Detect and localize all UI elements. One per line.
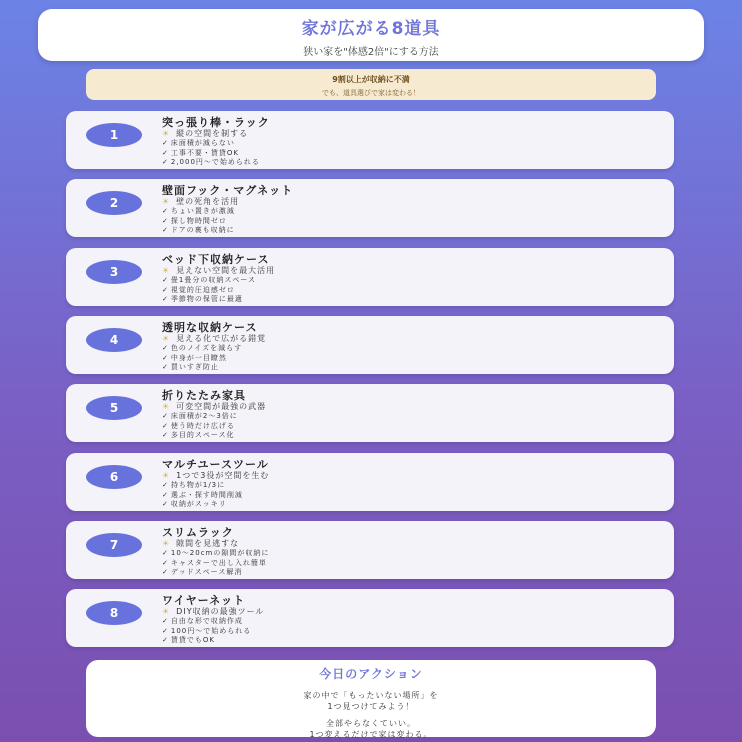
tool-card xyxy=(66,248,674,306)
benefit-text: ドアの裏も収納に xyxy=(170,226,235,234)
tool-card xyxy=(66,316,674,374)
check-icon: ✓ xyxy=(162,363,169,371)
list-item xyxy=(162,627,251,637)
tool-card xyxy=(66,384,674,442)
benefit-text: 視覚的圧迫感ゼロ xyxy=(170,285,235,294)
benefit-text: キャスターで出し入れ簡単 xyxy=(170,558,267,567)
benefit-text: 使う時だけ広げる xyxy=(170,421,235,430)
tool-tip-text: 縦の空間を制する xyxy=(176,129,249,138)
benefit-text: 床面積が2〜3倍に xyxy=(170,412,238,420)
alert-line-2: でも、道具選びで家は変わる！ xyxy=(322,89,420,97)
tool-benefit-list xyxy=(162,207,235,236)
tool-card xyxy=(66,453,674,511)
tool-name: 透明な収納ケース xyxy=(162,321,258,334)
tool-benefit-list xyxy=(162,549,269,578)
list-item xyxy=(162,207,235,217)
benefit-text: 選ぶ・探す時間削減 xyxy=(170,490,243,499)
list-item xyxy=(162,217,235,227)
benefit-text: 賃貸でもOK xyxy=(170,636,215,644)
benefit-text: ちょい置きが激減 xyxy=(170,207,235,215)
tool-name: 壁面フック・マグネット xyxy=(162,184,294,197)
tool-tip xyxy=(162,470,269,481)
tool-tip-text: 壁の死角を活用 xyxy=(176,197,240,206)
list-item xyxy=(162,568,269,578)
benefit-text: 季節物の保管に最適 xyxy=(170,295,243,303)
page-subtitle: 狭い家を"体感2倍"にする方法 xyxy=(303,47,439,58)
tool-tip xyxy=(162,128,248,139)
tool-benefit-list xyxy=(162,139,260,168)
tool-card xyxy=(66,111,674,169)
tool-number-badge: 3 xyxy=(86,260,142,284)
list-item xyxy=(162,481,243,491)
benefit-text: 持ち物が1/3に xyxy=(170,481,226,489)
benefit-text: 畳1畳分の収納スペース xyxy=(170,276,256,284)
tool-benefit-list xyxy=(162,617,251,646)
check-icon: ✓ xyxy=(162,412,169,420)
lightbulb-icon: ☀ xyxy=(162,402,171,411)
list-item xyxy=(162,491,243,501)
benefit-text: 工事不要・賃貸OK xyxy=(170,148,239,157)
list-item xyxy=(162,559,269,569)
lightbulb-icon: ☀ xyxy=(162,197,171,206)
tool-tip xyxy=(162,401,266,412)
tool-tip-text: 1つで3役が空間を生む xyxy=(176,471,270,480)
lightbulb-icon: ☀ xyxy=(162,334,171,343)
alert-banner xyxy=(86,69,656,100)
benefit-text: 探し物時間ゼロ xyxy=(170,216,227,225)
tool-tip xyxy=(162,538,239,549)
page-title: 家が広がる8道具 xyxy=(301,19,441,39)
benefit-text: 床面積が減らない xyxy=(170,139,235,147)
tool-tip xyxy=(162,265,275,276)
check-icon: ✓ xyxy=(162,344,169,352)
list-item xyxy=(162,549,269,559)
list-item xyxy=(162,617,251,627)
benefit-text: 買いすぎ防止 xyxy=(170,363,219,371)
header-card xyxy=(38,9,704,61)
tool-benefit-list xyxy=(162,481,243,510)
alert-line-1: 9割以上が収納に不満 xyxy=(332,75,410,84)
lightbulb-icon: ☀ xyxy=(162,471,171,480)
tool-card xyxy=(66,521,674,579)
action-line-1: 家の中で「もったいない場所」を xyxy=(303,691,439,700)
check-icon: ✓ xyxy=(162,431,169,439)
benefit-text: 100円〜で始められる xyxy=(170,626,252,635)
tool-tip-text: 隙間を見逃すな xyxy=(176,539,240,548)
benefit-text: 10〜20cmの隙間が収納に xyxy=(170,549,270,557)
list-item xyxy=(162,500,243,510)
tool-name: スリムラック xyxy=(162,526,234,539)
tool-card xyxy=(66,179,674,237)
benefit-text: 多目的スペース化 xyxy=(170,431,235,439)
list-item xyxy=(162,276,256,286)
list-item xyxy=(162,431,238,441)
tool-tip-text: DIY収納の最強ツール xyxy=(176,607,265,616)
benefit-text: 2,000円〜で始められる xyxy=(170,158,260,166)
list-item xyxy=(162,295,256,305)
list-item xyxy=(162,226,235,236)
tool-name: ベッド下収納ケース xyxy=(162,253,270,266)
list-item xyxy=(162,158,260,168)
check-icon: ✓ xyxy=(162,558,169,567)
list-item xyxy=(162,363,242,373)
tool-benefit-list xyxy=(162,412,238,441)
list-item xyxy=(162,354,242,364)
check-icon: ✓ xyxy=(162,490,169,499)
tool-tip-text: 可変空間が最強の武器 xyxy=(176,402,267,411)
list-item xyxy=(162,149,260,159)
benefit-text: 自由な形で収納作成 xyxy=(170,617,243,625)
tool-name: マルチユースツール xyxy=(162,458,269,471)
list-item xyxy=(162,422,238,432)
benefit-text: 中身が一目瞭然 xyxy=(170,353,227,362)
check-icon: ✓ xyxy=(162,626,169,635)
tool-benefit-list xyxy=(162,276,256,305)
check-icon: ✓ xyxy=(162,636,169,644)
check-icon: ✓ xyxy=(162,285,169,294)
tool-number-badge: 4 xyxy=(86,328,142,352)
list-item xyxy=(162,139,260,149)
action-card xyxy=(86,660,656,737)
check-icon: ✓ xyxy=(162,295,169,303)
tool-card xyxy=(66,589,674,647)
action-line-2: 1つ見つけてみよう！ xyxy=(327,702,415,711)
list-item xyxy=(162,344,242,354)
tool-number-badge: 2 xyxy=(86,191,142,215)
check-icon: ✓ xyxy=(162,276,169,284)
check-icon: ✓ xyxy=(162,148,169,157)
tool-name: 折りたたみ家具 xyxy=(162,389,246,402)
check-icon: ✓ xyxy=(162,549,169,557)
tool-name: 突っ張り棒・ラック xyxy=(162,116,270,129)
lightbulb-icon: ☀ xyxy=(162,129,171,138)
list-item xyxy=(162,286,256,296)
tool-number-badge: 5 xyxy=(86,396,142,420)
tool-number-badge: 8 xyxy=(86,601,142,625)
tool-tip xyxy=(162,606,264,617)
tool-tip xyxy=(162,196,239,207)
benefit-text: 収納がスッキリ xyxy=(170,500,227,508)
lightbulb-icon: ☀ xyxy=(162,266,171,275)
tool-number-badge: 7 xyxy=(86,533,142,557)
check-icon: ✓ xyxy=(162,568,169,576)
benefit-text: 色のノイズを減らす xyxy=(170,344,243,352)
tool-tip xyxy=(162,333,266,344)
list-item xyxy=(162,636,251,646)
check-icon: ✓ xyxy=(162,353,169,362)
tool-name: ワイヤーネット xyxy=(162,594,246,607)
tool-number-badge: 1 xyxy=(86,123,142,147)
list-item xyxy=(162,412,238,422)
tool-tip-text: 見える化で広がる錯覚 xyxy=(176,334,267,343)
check-icon: ✓ xyxy=(162,481,169,489)
check-icon: ✓ xyxy=(162,500,169,508)
lightbulb-icon: ☀ xyxy=(162,539,171,548)
check-icon: ✓ xyxy=(162,421,169,430)
lightbulb-icon: ☀ xyxy=(162,607,171,616)
check-icon: ✓ xyxy=(162,207,169,215)
check-icon: ✓ xyxy=(162,139,169,147)
check-icon: ✓ xyxy=(162,226,169,234)
action-title: 今日のアクション xyxy=(319,667,423,681)
benefit-text: デッドスペース解消 xyxy=(170,568,243,576)
check-icon: ✓ xyxy=(162,216,169,225)
check-icon: ✓ xyxy=(162,617,169,625)
tool-tip-text: 見えない空間を最大活用 xyxy=(176,266,276,275)
action-line-3: 全部やらなくていい。 xyxy=(326,719,416,728)
tool-number-badge: 6 xyxy=(86,465,142,489)
check-icon: ✓ xyxy=(162,158,169,166)
action-line-4: 1つ変えるだけで家は変わる。 xyxy=(309,730,433,739)
tool-benefit-list xyxy=(162,344,242,373)
